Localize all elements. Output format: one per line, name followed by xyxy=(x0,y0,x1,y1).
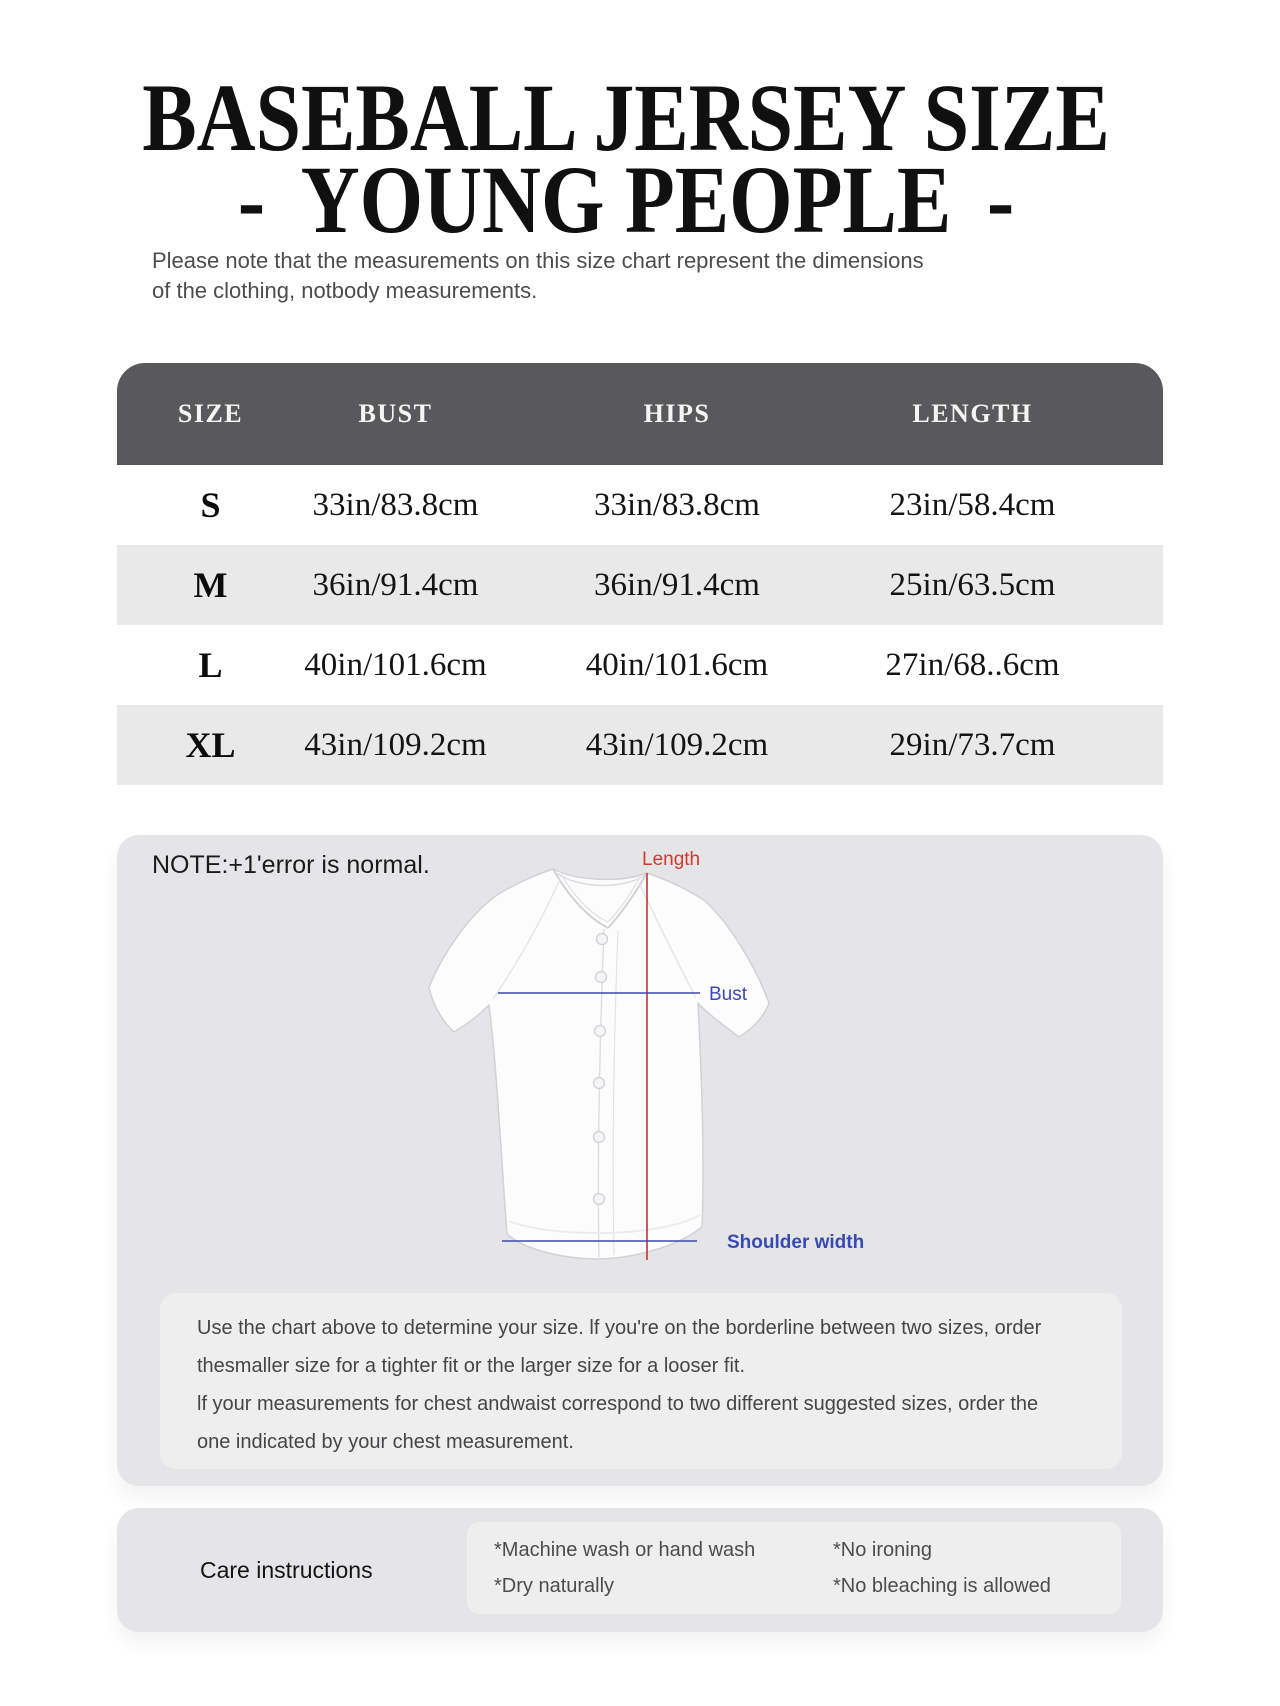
hips-value: 36in/91.4cm xyxy=(594,566,760,603)
table-header-row xyxy=(117,363,1163,465)
care-item: *No ironing xyxy=(833,1539,932,1561)
fit-instruction-line: one indicated by your chest measurement. xyxy=(197,1431,574,1453)
length-value: 29in/73.7cm xyxy=(889,726,1056,763)
title-line2-text: YOUNG PEOPLE xyxy=(300,146,952,253)
fit-instructions-box xyxy=(160,1293,1122,1469)
care-item: *No bleaching is allowed xyxy=(833,1575,1051,1597)
table-row xyxy=(117,625,1163,705)
shoulder-width-label: Shoulder width xyxy=(727,1232,865,1253)
column-header-bust: BUST xyxy=(358,399,433,428)
care-instructions-panel xyxy=(117,1508,1163,1632)
column-header-hips: HIPS xyxy=(643,399,711,428)
title-dash-right: - xyxy=(986,146,1015,253)
column-header-length: LENGTH xyxy=(912,399,1033,428)
size-label: L xyxy=(198,645,223,685)
bust-value: 36in/91.4cm xyxy=(312,566,479,603)
care-column-1 xyxy=(494,1532,833,1604)
size-chart-table xyxy=(117,363,1163,785)
bust-value: 33in/83.8cm xyxy=(312,486,479,523)
length-value: 27in/68..6cm xyxy=(885,646,1060,683)
subtitle-line1: Please note that the measurements on this size chart represent the dimensions xyxy=(152,248,924,273)
size-label: XL xyxy=(185,725,236,765)
hips-value: 40in/101.6cm xyxy=(585,646,769,683)
care-column-2 xyxy=(833,1532,1051,1604)
column-header-size: SIZE xyxy=(177,399,244,428)
length-label: Length xyxy=(642,849,701,870)
subtitle-note xyxy=(152,246,1052,306)
bust-label: Bust xyxy=(709,984,748,1005)
table-row xyxy=(117,465,1163,545)
hips-value: 33in/83.8cm xyxy=(594,486,760,523)
care-item: *Dry naturally xyxy=(494,1575,615,1597)
page-title: BASEBALL JERSEY SIZE xyxy=(142,64,1110,171)
jersey-illustration xyxy=(429,869,769,1259)
subtitle-line2: of the clothing, notbody measurements. xyxy=(152,278,538,303)
table-row xyxy=(117,545,1163,625)
care-item: *Machine wash or hand wash xyxy=(494,1539,756,1561)
bust-value: 43in/109.2cm xyxy=(304,726,487,763)
care-instructions-box xyxy=(467,1522,1121,1614)
size-label: M xyxy=(193,565,228,605)
bust-value: 40in/101.6cm xyxy=(304,646,487,683)
page-title-line2 xyxy=(82,146,1170,253)
size-label: S xyxy=(200,485,221,525)
care-instructions-label: Care instructions xyxy=(200,1556,373,1583)
tolerance-note: NOTE:+1'error is normal. xyxy=(152,851,430,879)
fit-instruction-line: lf your measurements for chest andwaist correspond to two different suggested sizes, order the xyxy=(197,1393,1039,1415)
fit-instruction-line: Use the chart above to determine your size. lf you're on the borderline between two sizes, order xyxy=(197,1317,1042,1339)
length-value: 25in/63.5cm xyxy=(889,566,1056,603)
title-dash-left: - xyxy=(237,146,266,253)
hips-value: 43in/109.2cm xyxy=(585,726,769,763)
fit-instruction-line: thesmaller size for a tighter fit or the larger size for a looser fit. xyxy=(197,1355,745,1377)
measurement-diagram-panel xyxy=(117,835,1163,1486)
length-value: 23in/58.4cm xyxy=(889,486,1056,523)
table-row xyxy=(117,705,1163,785)
